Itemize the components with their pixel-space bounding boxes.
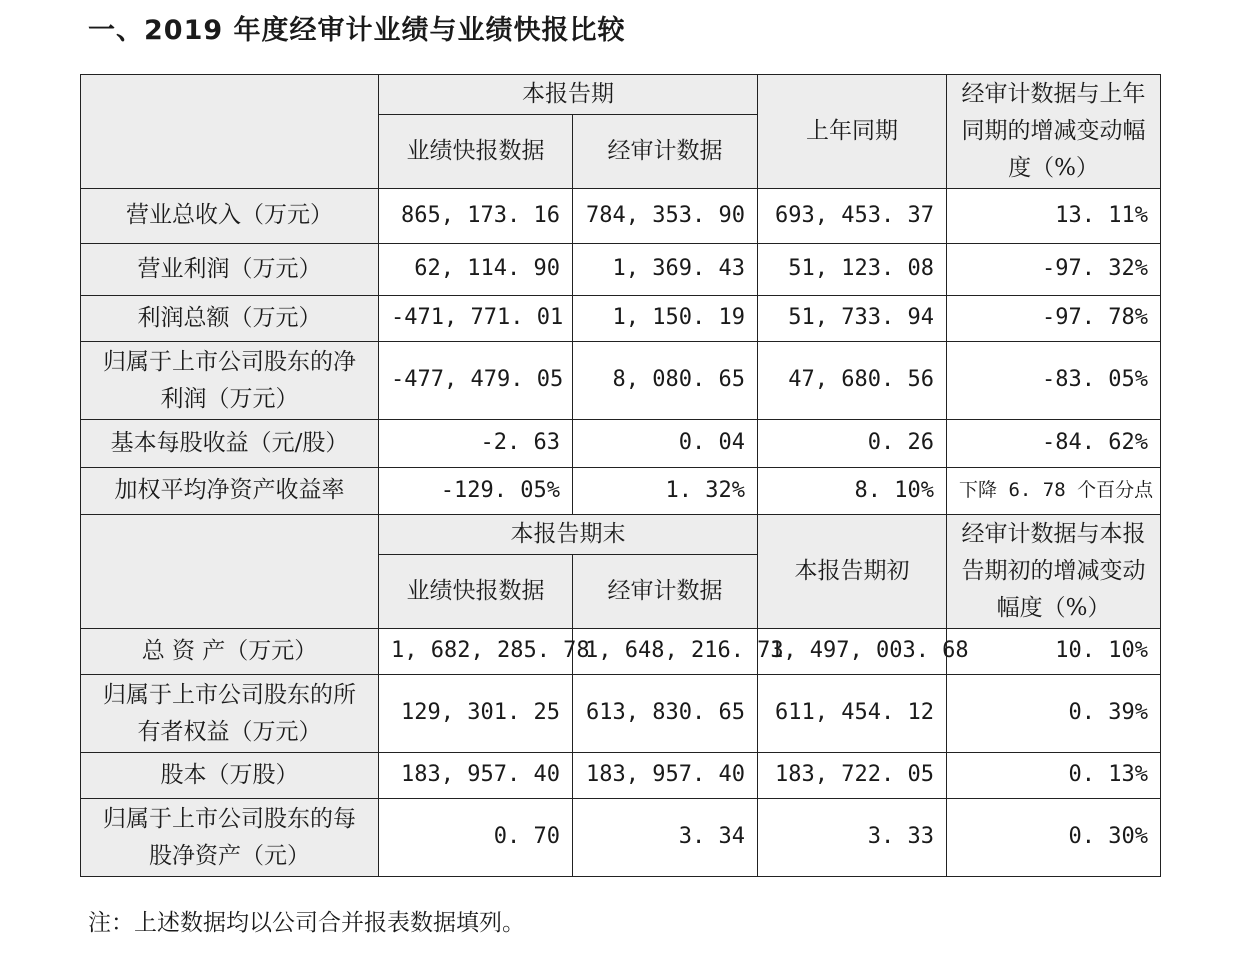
audited-data-header: 经审计数据 xyxy=(573,555,758,629)
change-value: 下降 6. 78 个百分点 xyxy=(947,468,1161,515)
prior-value: 0. 26 xyxy=(758,420,947,468)
row-label: 加权平均净资产收益率 xyxy=(81,468,379,515)
audited-value: 1, 150. 19 xyxy=(573,296,758,342)
audited-value: 613, 830. 65 xyxy=(573,675,758,753)
express-value: -477, 479. 05 xyxy=(379,342,573,420)
audited-value: 183, 957. 40 xyxy=(573,753,758,799)
audited-value: 1, 648, 216. 73 xyxy=(573,629,758,675)
table-row xyxy=(81,420,1161,468)
prior-value: 47, 680. 56 xyxy=(758,342,947,420)
audited-value: 0. 04 xyxy=(573,420,758,468)
prior-value: 51, 733. 94 xyxy=(758,296,947,342)
table-row xyxy=(81,799,1161,877)
row-label: 归属于上市公司股东的每股净资产（元） xyxy=(81,799,379,877)
change-value: 0. 39% xyxy=(947,675,1161,753)
change-value: 0. 30% xyxy=(947,799,1161,877)
audited-value: 3. 34 xyxy=(573,799,758,877)
begin-value: 611, 454. 12 xyxy=(758,675,947,753)
express-data-header: 业绩快报数据 xyxy=(379,115,573,189)
period-begin-header: 本报告期初 xyxy=(758,515,947,629)
row-label: 基本每股收益（元/股） xyxy=(81,420,379,468)
period-group-header: 本报告期 xyxy=(379,75,758,115)
row-label: 归属于上市公司股东的所有者权益（万元） xyxy=(81,675,379,753)
prior-value: 51, 123. 08 xyxy=(758,244,947,296)
change-value: 13. 11% xyxy=(947,189,1161,244)
express-value: 0. 70 xyxy=(379,799,573,877)
change-value: -97. 78% xyxy=(947,296,1161,342)
audited-value: 8, 080. 65 xyxy=(573,342,758,420)
prior-value: 693, 453. 37 xyxy=(758,189,947,244)
change-value: -97. 32% xyxy=(947,244,1161,296)
row-label: 营业利润（万元） xyxy=(81,244,379,296)
row-label: 归属于上市公司股东的净利润（万元） xyxy=(81,342,379,420)
audited-value: 1, 369. 43 xyxy=(573,244,758,296)
change-header: 经审计数据与上年同期的增减变动幅度（%） xyxy=(947,75,1161,189)
row-label: 营业总收入（万元） xyxy=(81,189,379,244)
comparison-table xyxy=(80,74,1161,877)
express-value: 865, 173. 16 xyxy=(379,189,573,244)
row-label: 利润总额（万元） xyxy=(81,296,379,342)
change-value: 0. 13% xyxy=(947,753,1161,799)
express-value: 183, 957. 40 xyxy=(379,753,573,799)
audited-data-header: 经审计数据 xyxy=(573,115,758,189)
section-title: 一、2019 年度经审计业绩与业绩快报比较 xyxy=(88,15,626,46)
begin-value: 1, 497, 003. 68 xyxy=(758,629,947,675)
table-row xyxy=(81,675,1161,753)
prior-value: 8. 10% xyxy=(758,468,947,515)
express-value: -471, 771. 01 xyxy=(379,296,573,342)
audited-value: 1. 32% xyxy=(573,468,758,515)
change-value: 10. 10% xyxy=(947,629,1161,675)
footnote: 注：上述数据均以公司合并报表数据填列。 xyxy=(88,910,525,936)
header-blank-cell xyxy=(81,75,379,189)
audited-value: 784, 353. 90 xyxy=(573,189,758,244)
table-row xyxy=(81,189,1161,244)
change-value: -83. 05% xyxy=(947,342,1161,420)
header-blank-cell xyxy=(81,515,379,629)
row-label: 总 资 产（万元） xyxy=(81,629,379,675)
express-value: -2. 63 xyxy=(379,420,573,468)
begin-value: 183, 722. 05 xyxy=(758,753,947,799)
table-row xyxy=(81,753,1161,799)
express-value: -129. 05% xyxy=(379,468,573,515)
change-value: -84. 62% xyxy=(947,420,1161,468)
row-label: 股本（万股） xyxy=(81,753,379,799)
express-value: 62, 114. 90 xyxy=(379,244,573,296)
table-row xyxy=(81,468,1161,515)
change-header: 经审计数据与本报告期初的增减变动幅度（%） xyxy=(947,515,1161,629)
express-value: 129, 301. 25 xyxy=(379,675,573,753)
express-value: 1, 682, 285. 78 xyxy=(379,629,573,675)
table-row xyxy=(81,296,1161,342)
table-row xyxy=(81,244,1161,296)
begin-value: 3. 33 xyxy=(758,799,947,877)
prior-period-header: 上年同期 xyxy=(758,75,947,189)
table-row xyxy=(81,629,1161,675)
period-end-group-header: 本报告期末 xyxy=(379,515,758,555)
table-row xyxy=(81,342,1161,420)
express-data-header: 业绩快报数据 xyxy=(379,555,573,629)
